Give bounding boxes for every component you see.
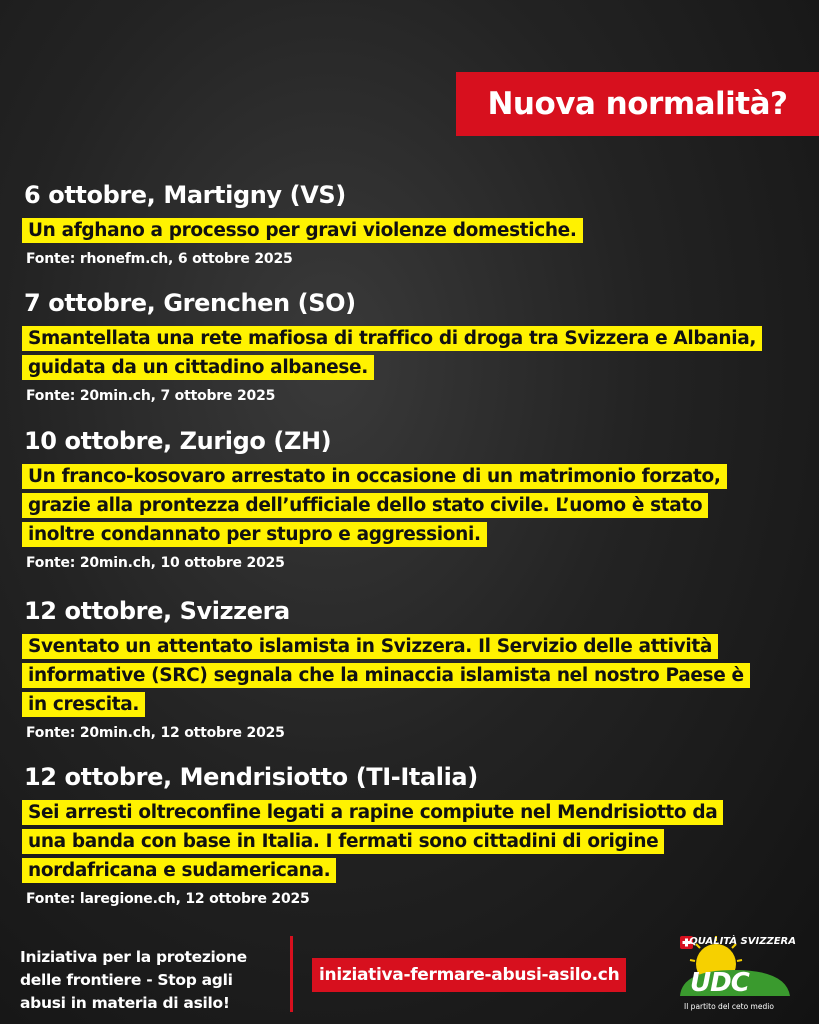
title-banner <box>456 72 819 136</box>
page-title: Nuova normalità? <box>487 86 788 122</box>
initiative-url-banner <box>312 958 626 992</box>
news-entry <box>22 762 802 907</box>
news-entry <box>22 596 802 741</box>
entry-heading: 6 ottobre, Martigny (VS) <box>24 181 346 209</box>
entry-text-block <box>22 324 787 382</box>
footer-divider <box>290 936 293 1012</box>
logo-tagline: Il partito del ceto medio <box>684 1002 774 1011</box>
entry-text: Smantellata una rete mafiosa di traffico di droga tra Svizzera e Albania, guidata da un cittadino albanese. <box>22 326 762 380</box>
entry-source: Fonte: 20min.ch, 10 ottobre 2025 <box>26 555 285 571</box>
entry-source: Fonte: 20min.ch, 12 ottobre 2025 <box>26 725 285 741</box>
entry-heading: 7 ottobre, Grenchen (SO) <box>24 289 356 317</box>
entry-source: Fonte: rhonefm.ch, 6 ottobre 2025 <box>26 251 293 267</box>
entry-text-block <box>22 632 767 719</box>
entry-text: Un franco-kosovaro arrestato in occasione di un matrimonio forzato, grazie alla prontezza dell’ufficiale dello stato civile. L’uomo è stato inoltre condannato per stupro e aggressioni. <box>22 464 727 547</box>
entry-heading: 12 ottobre, Svizzera <box>24 597 290 625</box>
entry-text-block <box>22 462 762 549</box>
entry-text-block <box>22 798 722 885</box>
logo-name: UDC <box>690 968 749 998</box>
entry-text: Un afghano a processo per gravi violenze domestiche. <box>22 218 583 243</box>
entry-source: Fonte: 20min.ch, 7 ottobre 2025 <box>26 388 276 404</box>
entry-text-block <box>22 216 622 245</box>
news-entry <box>22 426 802 571</box>
udc-logo <box>672 930 802 1016</box>
news-entry <box>22 180 802 267</box>
entry-heading: 12 ottobre, Mendrisiotto (TI-Italia) <box>24 763 478 791</box>
logo-slogan: QUALITÀ SVIZZERA <box>689 936 796 947</box>
entry-text: Sei arresti oltreconfine legati a rapine compiute nel Mendrisiotto da una banda con base in Italia. I fermati sono cittadini di origine nordafricana e sudamericana. <box>22 800 723 883</box>
initiative-url: iniziativa-fermare-abusi-asilo.ch <box>319 965 620 985</box>
entry-text: Sventato un attentato islamista in Svizzera. Il Servizio delle attività informative (SRC) segnala che la minaccia islamista nel nostro Paese è in crescita. <box>22 634 750 717</box>
entry-source: Fonte: laregione.ch, 12 ottobre 2025 <box>26 891 310 907</box>
news-entry <box>22 288 802 404</box>
initiative-text: Iniziativa per la protezione delle frontiere - Stop agli abusi in materia di asilo! <box>20 948 247 1012</box>
entry-heading: 10 ottobre, Zurigo (ZH) <box>24 427 332 455</box>
